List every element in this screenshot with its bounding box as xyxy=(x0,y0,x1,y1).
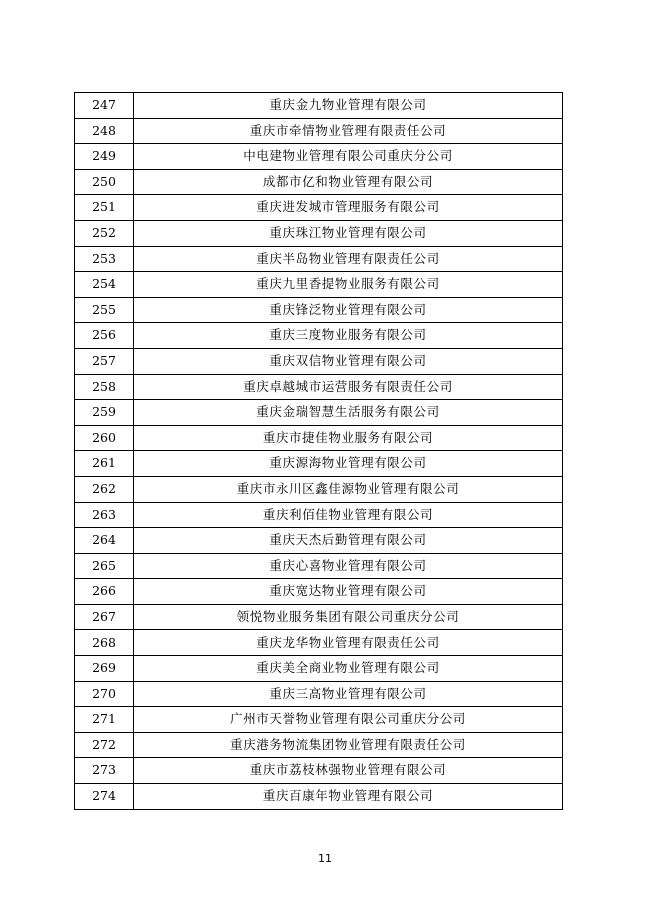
row-number-cell: 274 xyxy=(75,784,134,810)
row-number-cell: 250 xyxy=(75,169,134,195)
company-name-cell: 重庆港务物流集团物业管理有限责任公司 xyxy=(134,732,563,758)
table-row xyxy=(75,323,563,349)
company-name-cell: 重庆进发城市管理服务有限公司 xyxy=(134,195,563,221)
table-row xyxy=(75,297,563,323)
company-name-cell: 重庆美全商业物业管理有限公司 xyxy=(134,656,563,682)
row-number-cell: 255 xyxy=(75,297,134,323)
row-number-cell: 271 xyxy=(75,707,134,733)
table-row xyxy=(75,476,563,502)
table-row xyxy=(75,604,563,630)
table-row xyxy=(75,784,563,810)
company-name-cell: 重庆三度物业服务有限公司 xyxy=(134,323,563,349)
table-row xyxy=(75,681,563,707)
company-list-body xyxy=(75,93,563,810)
table-row xyxy=(75,579,563,605)
table-row xyxy=(75,348,563,374)
company-name-cell: 重庆锋泛物业管理有限公司 xyxy=(134,297,563,323)
table-row xyxy=(75,169,563,195)
table-row xyxy=(75,553,563,579)
table-row xyxy=(75,732,563,758)
row-number-cell: 265 xyxy=(75,553,134,579)
table-row xyxy=(75,374,563,400)
row-number-cell: 256 xyxy=(75,323,134,349)
row-number-cell: 260 xyxy=(75,425,134,451)
row-number-cell: 263 xyxy=(75,502,134,528)
table-row xyxy=(75,758,563,784)
table-row xyxy=(75,528,563,554)
company-name-cell: 中电建物业管理有限公司重庆分公司 xyxy=(134,144,563,170)
company-name-cell: 重庆珠江物业管理有限公司 xyxy=(134,220,563,246)
row-number-cell: 248 xyxy=(75,118,134,144)
row-number-cell: 247 xyxy=(75,93,134,119)
company-name-cell: 重庆金瑞智慧生活服务有限公司 xyxy=(134,400,563,426)
company-name-cell: 重庆双信物业管理有限公司 xyxy=(134,348,563,374)
company-name-cell: 重庆宽达物业管理有限公司 xyxy=(134,579,563,605)
row-number-cell: 257 xyxy=(75,348,134,374)
row-number-cell: 258 xyxy=(75,374,134,400)
row-number-cell: 251 xyxy=(75,195,134,221)
company-list-table xyxy=(74,92,563,810)
table-row xyxy=(75,93,563,119)
row-number-cell: 266 xyxy=(75,579,134,605)
company-name-cell: 重庆龙华物业管理有限责任公司 xyxy=(134,630,563,656)
company-name-cell: 重庆百康年物业管理有限公司 xyxy=(134,784,563,810)
company-name-cell: 广州市天誉物业管理有限公司重庆分公司 xyxy=(134,707,563,733)
company-name-cell: 重庆市荔枝林强物业管理有限公司 xyxy=(134,758,563,784)
row-number-cell: 262 xyxy=(75,476,134,502)
table-row xyxy=(75,656,563,682)
table-row xyxy=(75,425,563,451)
row-number-cell: 269 xyxy=(75,656,134,682)
row-number-cell: 252 xyxy=(75,220,134,246)
table-row xyxy=(75,220,563,246)
row-number-cell: 272 xyxy=(75,732,134,758)
company-name-cell: 重庆九里香提物业服务有限公司 xyxy=(134,272,563,298)
table-row xyxy=(75,630,563,656)
table-row xyxy=(75,272,563,298)
row-number-cell: 249 xyxy=(75,144,134,170)
company-name-cell: 成都市亿和物业管理有限公司 xyxy=(134,169,563,195)
row-number-cell: 267 xyxy=(75,604,134,630)
company-name-cell: 重庆源海物业管理有限公司 xyxy=(134,451,563,477)
company-name-cell: 重庆天杰后勤管理有限公司 xyxy=(134,528,563,554)
page-number: 11 xyxy=(318,852,332,865)
company-name-cell: 重庆金九物业管理有限公司 xyxy=(134,93,563,119)
row-number-cell: 259 xyxy=(75,400,134,426)
row-number-cell: 253 xyxy=(75,246,134,272)
company-name-cell: 重庆市牵情物业管理有限责任公司 xyxy=(134,118,563,144)
table-row xyxy=(75,502,563,528)
row-number-cell: 261 xyxy=(75,451,134,477)
table-row xyxy=(75,118,563,144)
company-name-cell: 领悦物业服务集团有限公司重庆分公司 xyxy=(134,604,563,630)
company-name-cell: 重庆市捷佳物业服务有限公司 xyxy=(134,425,563,451)
row-number-cell: 264 xyxy=(75,528,134,554)
table-row xyxy=(75,144,563,170)
company-name-cell: 重庆利佰佳物业管理有限公司 xyxy=(134,502,563,528)
company-name-cell: 重庆市永川区鑫佳源物业管理有限公司 xyxy=(134,476,563,502)
table-row xyxy=(75,707,563,733)
row-number-cell: 268 xyxy=(75,630,134,656)
company-name-cell: 重庆三高物业管理有限公司 xyxy=(134,681,563,707)
company-name-cell: 重庆卓越城市运营服务有限责任公司 xyxy=(134,374,563,400)
row-number-cell: 270 xyxy=(75,681,134,707)
row-number-cell: 254 xyxy=(75,272,134,298)
company-name-cell: 重庆心喜物业管理有限公司 xyxy=(134,553,563,579)
table-row xyxy=(75,400,563,426)
table-row xyxy=(75,451,563,477)
table-row xyxy=(75,246,563,272)
company-name-cell: 重庆半岛物业管理有限责任公司 xyxy=(134,246,563,272)
row-number-cell: 273 xyxy=(75,758,134,784)
table-row xyxy=(75,195,563,221)
